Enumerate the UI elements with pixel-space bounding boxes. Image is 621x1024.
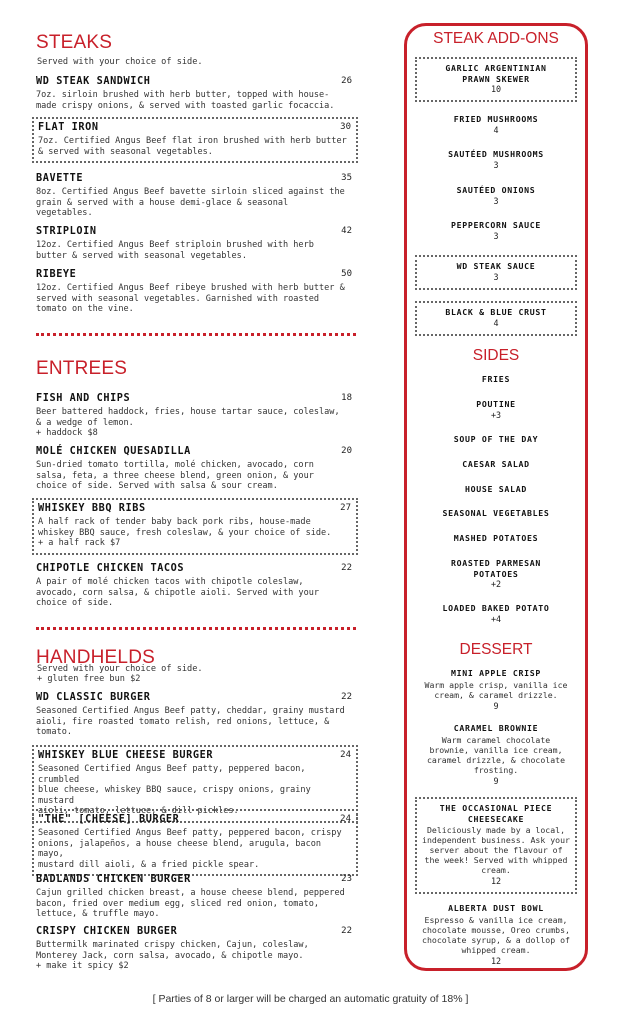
dessert-description: Warm apple crisp, vanilla ice cream, & caramel drizzle.: [424, 679, 568, 700]
side-item: [404, 533, 588, 544]
addon-price: 3: [493, 195, 499, 206]
entrees-title: ENTREES: [36, 358, 128, 379]
item-name: RIBEYE: [36, 269, 77, 280]
menu-item: [36, 926, 354, 972]
menu-item: [36, 563, 354, 609]
item-description: 12oz. Certified Angus Beef striploin brushed with herb butter & served with seasonal vegetables.: [36, 240, 314, 261]
dessert-name: MINI APPLE CRISP: [450, 668, 542, 678]
side-name: SOUP OF THE DAY: [453, 434, 539, 444]
dessert-name: THE OCCASIONAL PIECE CHEESECAKE: [439, 803, 553, 824]
side-price: +2: [490, 579, 502, 589]
item-name: FISH AND CHIPS: [36, 393, 131, 404]
item-price: 22: [341, 926, 352, 936]
item-name: STRIPLOIN: [36, 226, 97, 237]
addon-item-featured: [415, 57, 577, 102]
item-price: 24: [340, 814, 351, 824]
side-item: [404, 399, 588, 421]
side-name: MASHED POTATOES: [453, 533, 539, 543]
side-name: SEASONAL VEGETABLES: [442, 508, 550, 518]
addon-name: BLACK & BLUE CRUST: [445, 307, 547, 317]
dessert-item: [404, 668, 588, 712]
handhelds-subtitle: Served with your choice of side. + gluten free bun $2: [37, 664, 203, 684]
dessert-name: CARAMEL BROWNIE: [453, 723, 539, 733]
gratuity-notice: [ Parties of 8 or larger will be charged an automatic gratuity of 18% ]: [152, 993, 469, 1005]
item-name: CHIPOTLE CHICKEN TACOS: [36, 563, 185, 574]
side-item: [404, 508, 588, 519]
side-name: POUTINE: [476, 399, 516, 409]
item-description: Beer battered haddock, fries, house tartar sauce, coleslaw, & a wedge of lemon. + haddock $8: [36, 407, 340, 439]
addon-price: 3: [493, 271, 499, 282]
item-description: A pair of molé chicken tacos with chipotle coleslaw, avocado, corn salsa, & chipotle aioli. Served with your choice of side.: [36, 577, 320, 609]
item-name: FLAT IRON: [38, 122, 99, 133]
item-price: 18: [341, 393, 352, 403]
menu-item: [36, 692, 354, 738]
item-price: 50: [341, 269, 352, 279]
addon-item: [404, 114, 588, 136]
item-name: WD CLASSIC BURGER: [36, 692, 151, 703]
menu-item: [36, 226, 354, 261]
item-description: A half rack of tender baby back pork ribs, house-made whiskey BBQ sauce, fresh coleslaw, & your choice of side. + a half rack $7: [38, 517, 332, 549]
side-name: LOADED BAKED POTATO: [442, 603, 550, 613]
item-price: 24: [340, 750, 351, 760]
side-item: [404, 484, 588, 495]
item-price: 27: [340, 503, 351, 513]
dessert-price: 9: [493, 775, 499, 786]
item-price: 22: [341, 692, 352, 702]
addon-name: WD STEAK SAUCE: [456, 261, 536, 271]
side-name: ROASTED PARMESAN POTATOES: [450, 558, 542, 579]
addon-price: 4: [493, 124, 499, 135]
item-description: Buttermilk marinated crispy chicken, Cajun, coleslaw, Monterey Jack, corn salsa, avocado, & chipotle mayo. + make it spicy $2: [36, 940, 309, 972]
dessert-title: DESSERT: [459, 641, 533, 658]
item-description: 7oz. Certified Angus Beef flat iron brushed with herb butter & served with seasonal vegetables.: [38, 136, 347, 157]
item-name: MOLÉ CHICKEN QUESADILLA: [36, 446, 191, 457]
side-item: [404, 459, 588, 470]
item-name: BAVETTE: [36, 173, 84, 184]
side-item: [404, 374, 588, 385]
item-description: Seasoned Certified Angus Beef patty, cheddar, grainy mustard aioli, fire roasted tomato relish, red onions, lettuce, & tomato.: [36, 706, 345, 738]
dessert-description: Deliciously made by a local, independent business. Ask your server about the flavour of the week! Served with whipped cream.: [422, 825, 570, 875]
addon-item-featured: [415, 301, 577, 336]
item-price: 42: [341, 226, 352, 236]
item-description: Seasoned Certified Angus Beef patty, peppered bacon, crispy onions, jalapeños, a house cheese blend, arugula, bacon mayo, mustard dill aioli, & a fried pickle spear.: [38, 828, 342, 870]
item-price: 35: [341, 173, 352, 183]
menu-item: [36, 173, 354, 219]
sides-title: SIDES: [472, 347, 520, 364]
addon-name: GARLIC ARGENTINIAN PRAWN SKEWER: [445, 63, 547, 84]
side-price: +4: [490, 613, 502, 624]
addon-item-featured: [415, 255, 577, 290]
addon-name: SAUTÉED ONIONS: [456, 185, 536, 195]
addons-title: STEAK ADD-ONS: [433, 30, 559, 47]
item-price: 23: [341, 874, 352, 884]
menu-item: [36, 874, 354, 920]
dessert-description: Warm caramel chocolate brownie, vanilla ice cream, caramel drizzle, & chocolate frosting.: [426, 734, 566, 775]
menu-item: [36, 446, 354, 492]
dessert-description: Espresso & vanilla ice cream, chocolate mousse, Oreo crumbs, chocolate syrup, & a dollop of whipped cream.: [422, 914, 570, 955]
side-price: +3: [490, 409, 502, 420]
item-description: 12oz. Certified Angus Beef ribeye brushed with herb butter & served with seasonal vegetables. Garnished with roasted tomato on the vine.: [36, 283, 345, 315]
side-item: [404, 603, 588, 625]
side-name: HOUSE SALAD: [465, 484, 527, 494]
item-description: Cajun grilled chicken breast, a house cheese blend, peppered bacon, fried over medium egg, sliced red onion, tomato, lettuce, & truffle mayo.: [36, 888, 345, 920]
item-description: Sun-dried tomato tortilla, molé chicken, avocado, corn salsa, feta, a three cheese blend, green onion, & your choice of side. Served with salsa & sour cream.: [36, 460, 314, 492]
dessert-price: 9: [493, 700, 499, 711]
item-price: 22: [341, 563, 352, 573]
menu-item: [36, 393, 354, 439]
addon-price: 3: [493, 159, 499, 170]
handhelds-title: HANDHELDS: [36, 647, 155, 668]
dessert-item: [404, 723, 588, 787]
item-name: WHISKEY BBQ RIBS: [38, 503, 146, 514]
dessert-item-featured: [415, 797, 577, 894]
side-name: FRIES: [481, 374, 511, 384]
item-name: CRISPY CHICKEN BURGER: [36, 926, 178, 937]
menu-item-featured: [32, 809, 358, 876]
side-name: CAESAR SALAD: [462, 459, 530, 469]
addon-price: 3: [493, 230, 499, 241]
item-name: "THE" [CHEESE] BURGER: [38, 814, 180, 825]
item-description: 8oz. Certified Angus Beef bavette sirloin sliced against the grain & served with a house demi-glace & seasonal vegetables.: [36, 187, 345, 219]
dessert-price: 12: [490, 955, 502, 966]
addon-price: 4: [493, 317, 499, 328]
addon-name: FRIED MUSHROOMS: [453, 114, 539, 124]
menu-item-featured: [32, 117, 358, 163]
item-price: 30: [340, 122, 351, 132]
item-description: Seasoned Certified Angus Beef patty, peppered bacon, crumbled blue cheese, whiskey BBQ sauce, crispy onions, grainy mustard aioli, tomato, lettuce, & dill pickles.: [38, 764, 311, 817]
side-item: [404, 558, 588, 590]
item-name: WD STEAK SANDWICH: [36, 76, 151, 87]
addon-item: [404, 220, 588, 242]
menu-item-featured: [32, 498, 358, 555]
steaks-subtitle: Served with your choice of side.: [37, 57, 203, 67]
menu-item: [36, 269, 354, 315]
item-name: WHISKEY BLUE CHEESE BURGER: [38, 750, 214, 761]
dessert-price: 12: [490, 876, 502, 886]
section-divider: [36, 627, 356, 630]
dessert-name: ALBERTA DUST BOWL: [448, 903, 544, 913]
addon-name: PEPPERCORN SAUCE: [450, 220, 542, 230]
steaks-title: STEAKS: [36, 32, 113, 53]
addon-name: SAUTÉED MUSHROOMS: [448, 149, 544, 159]
side-item: [404, 434, 588, 445]
item-price: 26: [341, 76, 352, 86]
item-price: 20: [341, 446, 352, 456]
item-description: 7oz. sirloin brushed with herb butter, topped with house- made crispy onions, & served with toasted garlic focaccia.: [36, 90, 335, 111]
section-divider: [36, 333, 356, 336]
addon-item: [404, 149, 588, 171]
addon-item: [404, 185, 588, 207]
addon-price: 10: [490, 84, 502, 94]
menu-item: [36, 76, 354, 111]
dessert-item: [404, 903, 588, 967]
item-name: BADLANDS CHICKEN BURGER: [36, 874, 191, 885]
